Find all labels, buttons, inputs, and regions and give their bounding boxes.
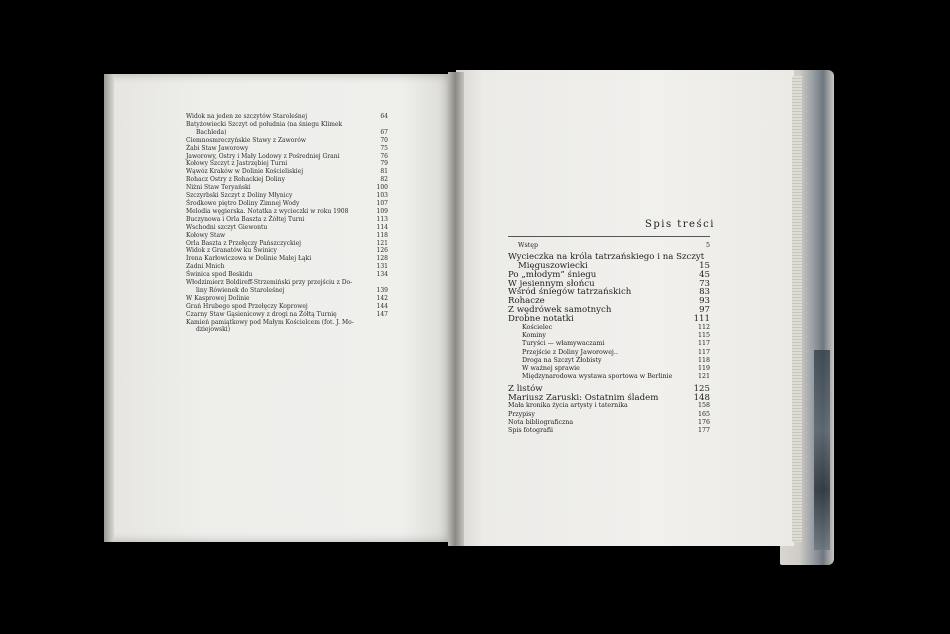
toc-entry-page: 113 — [376, 215, 388, 223]
toc-entry — [186, 145, 386, 153]
toc-entry-title: Szczyrbski Szczyt z Doliny Młynicy — [186, 192, 293, 200]
toc-entry-title: Mariusz Zaruski: Ostatnim śladem — [508, 392, 659, 403]
toc-entry-page: 83 — [699, 287, 710, 298]
toc-entry — [508, 427, 712, 435]
toc-entry-title: Grań Hrubego spod Przełęczy Koprowej — [186, 302, 308, 310]
toc-entry-title: Jaworowy, Ostry i Mały Lodowy z Pośredniej Grani — [186, 152, 340, 160]
toc-entry-title: Żabi Staw Jaworowy — [186, 144, 249, 152]
toc-entry-page: 81 — [380, 168, 388, 176]
toc-entry-title: Kołowy Szczyt z Jastrzębiej Turni — [186, 160, 288, 168]
toc-entry — [508, 411, 712, 419]
toc-entry-page: 112 — [697, 323, 710, 331]
toc-entry-title: Kołowy Staw — [186, 231, 226, 239]
toc-entry-title: Mięguszowiecki — [518, 261, 588, 272]
toc-entry — [186, 168, 386, 176]
toc-entry-page: 158 — [697, 402, 710, 410]
toc-entry-page: 118 — [376, 231, 388, 239]
toc-entry-title: Po „młodym” śniegu — [508, 269, 597, 280]
toc-entry — [508, 365, 712, 373]
toc-entry-title: Buczynowa i Orla Baszta z Żółtej Turni — [186, 215, 305, 223]
toc-entry — [186, 295, 386, 303]
toc-entry — [186, 247, 386, 255]
toc-entry — [186, 224, 386, 232]
toc-entry-page: 144 — [376, 302, 388, 310]
toc-entry-title: Drobne notatki — [508, 313, 574, 324]
toc-entry — [186, 263, 386, 271]
toc-entry — [508, 373, 712, 381]
toc-entry-page: 103 — [376, 192, 388, 200]
toc-entry-title: Widok na jeden ze szczytów Staroleśnej — [186, 113, 308, 120]
toc-entry-title: Wstęp — [518, 242, 538, 249]
toc-entry-page: 100 — [376, 184, 388, 192]
toc-entry-title: Kominy — [522, 331, 546, 339]
toc-entry-title: W Kasprowej Dolinie — [186, 294, 250, 302]
toc-entry — [508, 402, 712, 410]
toc-entry-page: 128 — [376, 255, 388, 263]
toc-entry-title: Z wędrówek samotnych — [508, 305, 612, 316]
toc-entry — [186, 255, 386, 263]
toc-entry-title: Mała kronika życia artysty i taternika — [508, 402, 628, 410]
toc-entry-title: Włodzimierz Boldireff-Strzemiński przy przejściu z Do- — [186, 279, 353, 287]
toc-entry — [508, 349, 712, 357]
toc-entry-page: 165 — [697, 410, 710, 418]
toc-entry-page: 147 — [376, 310, 388, 318]
toc-entry-title: Kamień pamiątkowy pod Małym Kościelcem (fot. J. Mo- — [186, 318, 354, 326]
toc-entry-page: 125 — [693, 383, 710, 394]
toc-entry-title: Turyści — włamywaczami — [522, 340, 605, 348]
toc-entry-title: Czarny Staw Gąsienicowy z drogi na Żółtą Turnię — [186, 310, 337, 318]
toc-entry — [186, 303, 386, 311]
toc-entry-title: dziejowski) — [196, 326, 231, 334]
toc-entry-page: 131 — [376, 263, 388, 271]
toc-entry — [186, 311, 386, 319]
toc-entry — [186, 192, 386, 200]
toc-entry-title: Melodia węgierska. Notatka z wycieczki w roku 1908 — [186, 207, 349, 215]
toc-entry-page: 114 — [376, 223, 388, 231]
toc-entry-title: Zadni Mnich — [186, 263, 225, 271]
toc-entry — [186, 137, 386, 145]
toc-entry-title: Przejście z Doliny Jaworowej.. — [522, 348, 618, 356]
toc-entry-page: 82 — [380, 176, 388, 184]
toc-entry-page: 45 — [699, 269, 710, 280]
toc-entry-page: 64 — [380, 113, 388, 120]
toc-entry — [186, 200, 386, 208]
toc-entry-page: 119 — [697, 365, 710, 373]
toc-entry-title: Wschodni szczyt Giewontu — [186, 223, 268, 231]
photo-list — [186, 113, 386, 334]
toc-entry-title: Wycieczka na króla tatrzańskiego i na Szczyt — [508, 252, 705, 263]
toc-entry-page: 117 — [697, 348, 710, 356]
toc-entry-title: Spis fotografii — [508, 427, 554, 435]
toc-entry — [186, 271, 386, 279]
toc-entry — [508, 340, 712, 348]
toc-entry-title: Świnica spod Beskidu — [186, 271, 253, 279]
toc-entry — [186, 319, 386, 327]
toc-entry-page: 134 — [376, 271, 388, 279]
toc-entry — [508, 242, 712, 250]
toc-entry-title: Wąwóz Kraków w Dolinie Kościeliskiej — [186, 168, 304, 176]
toc-entry — [186, 129, 386, 137]
toc-entry-page: 176 — [697, 418, 710, 426]
toc-entry-page: 142 — [376, 294, 388, 302]
toc-entry-page: 148 — [693, 392, 710, 403]
toc-entry — [186, 184, 386, 192]
toc-entry-page: 111 — [693, 313, 710, 324]
toc-entry-page: 79 — [380, 160, 388, 168]
toc-entry-title: W jesiennym słońcu — [508, 278, 595, 289]
toc-entry-title: Z listów — [508, 383, 543, 394]
toc-entry-page: 118 — [697, 356, 710, 364]
toc-entry-title: Rohacze — [508, 296, 545, 307]
toc-entry-title: Irena Karłowiczowa w Dolinie Małej Łąki — [186, 255, 312, 263]
toc-entry-page: 75 — [380, 144, 388, 152]
toc-entry-title: Widok z Granatów ku Świnicy — [186, 247, 277, 255]
toc-entry-title: Nota bibliograficzna — [508, 418, 574, 426]
toc-entry-title: Międzynarodowa wystawa sportowa w Berlinie — [522, 373, 673, 381]
toc-entry — [186, 208, 386, 216]
toc-entry — [508, 315, 712, 324]
toc-entry — [508, 332, 712, 340]
toc-entry — [508, 394, 712, 403]
toc-entry-title: Orla Baszta z Przełęczy Pańszczyckiej — [186, 239, 301, 247]
toc-entry-page: 126 — [376, 247, 388, 255]
toc-entry-page: 5 — [705, 242, 710, 249]
toc-entry — [508, 357, 712, 365]
toc-entry-title: Niżni Staw Teryański — [186, 184, 251, 192]
toc-heading: Spis treści — [645, 219, 715, 230]
toc-entry — [186, 287, 386, 295]
toc-entry-page: 121 — [376, 239, 388, 247]
toc-entry-title: Przypisy — [508, 410, 535, 418]
toc-entry-title: W ważnej sprawie — [522, 365, 580, 373]
toc-entry-title: Batyżowiecki Szczyt od południa (na śniegu Klimek — [186, 120, 343, 128]
toc-entry-page: 70 — [380, 136, 388, 144]
toc-entry-page: 177 — [697, 427, 710, 435]
toc-entry-page: 93 — [699, 296, 710, 307]
toc-entry-title: Ciemnosmreczyńskie Stawy z Zaworów — [186, 136, 306, 144]
toc-entry — [186, 326, 386, 334]
toc-entry — [186, 279, 386, 287]
toc-entry-title: Środkowe piętro Doliny Zimnej Wody — [186, 199, 300, 207]
toc-entry — [186, 113, 386, 121]
toc-entry — [186, 216, 386, 224]
toc-entry-page: 139 — [376, 286, 388, 294]
toc-entry — [186, 153, 386, 161]
toc-entry — [508, 419, 712, 427]
toc-entry-title: Rohacz Ostry z Rohackiej Doliny — [186, 176, 285, 184]
toc-entry-page: 117 — [697, 340, 710, 348]
toc-entry-page: 121 — [697, 373, 710, 381]
toc-entry — [186, 121, 386, 129]
toc-entry-page: 97 — [699, 305, 710, 316]
toc-entry-page: 73 — [699, 278, 710, 289]
toc-entry-page: 115 — [697, 331, 710, 339]
toc-entry-title: liny Rówienek do Staroleśnej — [196, 286, 285, 294]
toc-entry — [186, 232, 386, 240]
toc-entry-title: Kościelec — [522, 323, 553, 331]
toc-entry-page: 76 — [380, 152, 388, 160]
toc-entry — [186, 160, 386, 168]
toc-entry-title: Bachleda) — [196, 128, 227, 136]
toc-entry-page: 15 — [699, 261, 710, 272]
toc-entry-page: 107 — [376, 199, 388, 207]
page-stack-edge — [792, 76, 802, 542]
book-gutter — [448, 72, 464, 546]
table-of-contents — [508, 242, 712, 436]
toc-entry-page: 109 — [376, 207, 388, 215]
toc-entry-title: Wśród śniegów tatrzańskich — [508, 287, 632, 298]
toc-entry — [508, 324, 712, 332]
toc-heading-rule — [508, 236, 710, 237]
toc-entry-title: Droga na Szczyt Żłobisty — [522, 356, 602, 364]
toc-entry-page: 67 — [380, 128, 388, 136]
toc-entry — [186, 176, 386, 184]
